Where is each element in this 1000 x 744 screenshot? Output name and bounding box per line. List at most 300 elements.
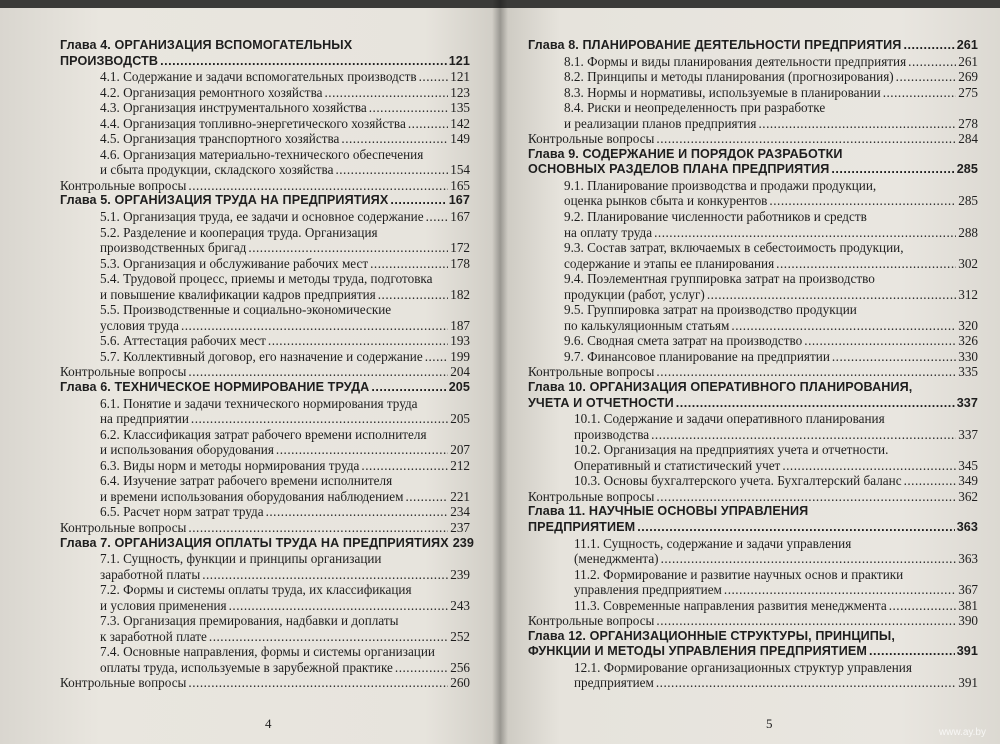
toc-dot-leader — [776, 256, 956, 272]
toc-line — [574, 551, 978, 567]
toc-entry-title: 9.7. Финансовое планирование на предприятии — [564, 348, 830, 364]
toc-page-number: 243 — [450, 597, 470, 613]
toc-entry-title: Глава 6. ТЕХНИЧЕСКОЕ НОРМИРОВАНИЕ ТРУДА — [60, 380, 370, 395]
toc-line — [60, 364, 470, 380]
toc-chapter-entry — [528, 380, 978, 411]
toc-dot-leader — [202, 567, 448, 583]
toc-line — [100, 613, 470, 629]
right-page — [500, 8, 1000, 744]
toc-section-entry — [60, 349, 470, 365]
toc-dot-leader — [831, 162, 954, 178]
toc-entry-title: 7.1. Сущность, функции и принципы организации — [100, 551, 382, 567]
toc-entry-title: условия труда — [100, 317, 179, 333]
toc-entry-title: 9.5. Группировка затрат на производство продукции — [564, 302, 857, 318]
toc-section-entry — [528, 209, 978, 240]
toc-line — [528, 489, 978, 505]
toc-dot-leader — [889, 598, 957, 614]
toc-entry-title: 8.3. Нормы и нормативы, используемые в планировании — [564, 84, 881, 100]
toc-section-entry — [60, 271, 470, 302]
toc-line — [60, 380, 470, 396]
toc-dot-leader — [903, 38, 954, 54]
toc-line — [100, 349, 470, 365]
toc-page-number: 363 — [958, 551, 978, 567]
toc-page-number: 193 — [450, 333, 470, 349]
toc-page-number: 204 — [450, 364, 470, 380]
toc-line — [564, 100, 978, 116]
toc-line — [564, 333, 978, 349]
toc-line — [100, 333, 470, 349]
toc-entry-title: Контрольные вопросы — [528, 364, 655, 380]
toc-chapter-entry — [528, 629, 978, 660]
toc-line — [564, 69, 978, 85]
toc-entry-title: 5.4. Трудовой процесс, приемы и методы труда, подготовка — [100, 271, 433, 287]
toc-line — [100, 442, 470, 458]
toc-section-entry — [528, 302, 978, 333]
toc-entry-title: 8.2. Принципы и методы планирования (прогнозирования) — [564, 69, 894, 85]
toc-line — [100, 567, 470, 583]
toc-dot-leader — [832, 349, 956, 365]
toc-entry-title: 9.2. Планирование численности работников и средств — [564, 209, 867, 225]
toc-line — [528, 520, 978, 536]
toc-page-number: 312 — [958, 286, 978, 302]
toc-page-number: 207 — [450, 442, 470, 458]
toc-dot-leader — [758, 116, 956, 132]
toc-section-entry — [528, 69, 978, 85]
toc-dot-leader — [369, 100, 448, 116]
toc-entry-title: 4.1. Содержание и задачи вспомогательных производств — [100, 69, 417, 85]
toc-entry-title: 7.4. Основные направления, формы и системы организации — [100, 644, 435, 660]
toc-line — [564, 318, 978, 334]
toc-entry-title: 5.7. Коллективный договор, его назначение и содержание — [100, 348, 423, 364]
toc-page-number: 363 — [956, 519, 978, 534]
toc-dot-leader — [276, 442, 448, 458]
toc-entry-title: 7.2. Формы и системы оплаты труда, их классификация — [100, 582, 412, 598]
toc-entry-title: 6.1. Понятие и задачи технического нормирования труда — [100, 395, 418, 411]
toc-entry-title: УЧЕТА И ОТЧЕТНОСТИ — [528, 395, 674, 410]
toc-line — [100, 287, 470, 303]
toc-line — [564, 302, 978, 318]
toc-dot-leader — [782, 458, 956, 474]
toc-section-entry — [528, 178, 978, 209]
toc-entry-title: 8.4. Риски и неопределенность при разработке — [564, 100, 826, 116]
toc-dot-leader — [869, 644, 955, 660]
toc-page-number: 337 — [958, 426, 978, 442]
toc-line — [574, 660, 978, 676]
toc-page-number: 288 — [958, 224, 978, 240]
toc-line — [528, 380, 978, 396]
toc-section-entry — [60, 458, 470, 474]
toc-dot-leader — [419, 69, 449, 85]
toc-page-number: 390 — [958, 613, 978, 629]
toc-entry-title: 6.5. Расчет норм затрат труда — [100, 504, 264, 520]
toc-entry-title: 10.1. Содержание и задачи оперативного планирования — [574, 411, 885, 427]
toc-line — [528, 396, 978, 412]
toc-line — [100, 473, 470, 489]
toc-review-questions-entry — [60, 520, 470, 536]
toc-dot-leader — [904, 473, 957, 489]
toc-left — [60, 38, 475, 691]
toc-entry-title: Контрольные вопросы — [60, 364, 187, 380]
toc-line — [100, 458, 470, 474]
toc-page-number: 154 — [450, 162, 470, 178]
toc-section-entry — [528, 411, 978, 442]
toc-line — [100, 489, 470, 505]
toc-entry-title: оценка рынков сбыта и конкурентов — [564, 193, 768, 209]
toc-entry-title: и использования оборудования — [100, 442, 274, 458]
toc-section-entry — [60, 85, 470, 101]
toc-dot-leader — [371, 380, 446, 396]
toc-section-entry — [60, 427, 470, 458]
toc-page-number: 221 — [450, 488, 470, 504]
toc-dot-leader — [654, 225, 956, 241]
page-number-left: 4 — [265, 716, 272, 731]
toc-entry-title: Глава 9. СОДЕРЖАНИЕ И ПОРЯДОК РАЗРАБОТКИ — [528, 146, 843, 161]
toc-dot-leader — [769, 193, 956, 209]
toc-entry-title: Глава 8. ПЛАНИРОВАНИЕ ДЕЯТЕЛЬНОСТИ ПРЕДПРИЯТИЯ — [528, 38, 902, 52]
toc-page-number: 391 — [958, 675, 978, 691]
toc-section-entry — [528, 442, 978, 473]
toc-section-entry — [60, 396, 470, 427]
toc-line — [60, 38, 470, 54]
toc-dot-leader — [370, 256, 448, 272]
toc-chapter-entry — [60, 535, 475, 552]
toc-entry-title: 11.1. Сущность, содержание и задачи управления — [574, 535, 852, 551]
toc-page-number: 239 — [452, 535, 475, 550]
toc-entry-title: 5.3. Организация и обслуживание рабочих мест — [100, 255, 369, 271]
toc-page-number: 284 — [958, 131, 978, 147]
toc-line — [574, 473, 978, 489]
toc-page-number: 256 — [450, 659, 470, 675]
toc-entry-title: 4.2. Организация ремонтного хозяйства — [100, 84, 323, 100]
toc-line — [564, 287, 978, 303]
toc-entry-title: Контрольные вопросы — [528, 131, 655, 147]
toc-line — [100, 660, 470, 676]
toc-dot-leader — [724, 582, 956, 598]
toc-dot-leader — [896, 69, 957, 85]
toc-dot-leader — [188, 675, 448, 691]
toc-section-entry — [528, 271, 978, 302]
toc-entry-title: и времени использования оборудования наблюдением — [100, 488, 404, 504]
toc-line — [528, 644, 978, 660]
toc-section-entry — [528, 349, 978, 365]
toc-entry-title: 9.4. Поэлементная группировка затрат на производство — [564, 271, 875, 287]
toc-line — [564, 349, 978, 365]
toc-section-entry — [60, 504, 470, 520]
toc-dot-leader — [656, 131, 956, 147]
toc-entry-title: 11.3. Современные направления развития менеджмента — [574, 597, 887, 613]
toc-line — [60, 535, 475, 552]
toc-review-questions-entry — [528, 613, 978, 629]
toc-entry-title: ПРЕДПРИЯТИЕМ — [528, 519, 636, 534]
toc-section-entry — [60, 582, 470, 613]
toc-entry-title: на оплату труда — [564, 224, 653, 240]
toc-page-number: 367 — [958, 582, 978, 598]
toc-review-questions-entry — [528, 131, 978, 147]
toc-line — [100, 598, 470, 614]
toc-review-questions-entry — [60, 364, 470, 380]
toc-line — [100, 240, 470, 256]
toc-page-number: 167 — [448, 193, 470, 208]
toc-dot-leader — [361, 458, 448, 474]
toc-entry-title: на предприятии — [100, 411, 189, 427]
toc-line — [100, 396, 470, 412]
toc-section-entry — [60, 473, 470, 504]
toc-line — [564, 85, 978, 101]
toc-entry-title: 4.3. Организация инструментального хозяйства — [100, 100, 367, 116]
toc-line — [564, 225, 978, 241]
toc-page-number: 345 — [958, 457, 978, 473]
toc-entry-title: 5.5. Производственные и социально-экономические — [100, 302, 392, 318]
toc-dot-leader — [651, 427, 956, 443]
toc-page-number: 142 — [450, 115, 470, 131]
toc-entry-title: 11.2. Формирование и развитие научных основ и практики — [574, 566, 904, 582]
toc-page-number: 260 — [450, 675, 470, 691]
toc-line — [100, 271, 470, 287]
toc-dot-leader — [268, 333, 448, 349]
toc-page-number: 167 — [450, 209, 470, 225]
toc-page-number: 320 — [958, 317, 978, 333]
toc-entry-title: 8.1. Формы и виды планирования деятельности предприятия — [564, 53, 907, 69]
toc-dot-leader — [656, 364, 956, 380]
toc-dot-leader — [191, 411, 448, 427]
toc-dot-leader — [188, 178, 448, 194]
toc-page-number: 121 — [450, 69, 470, 85]
toc-page-number: 261 — [958, 53, 978, 69]
toc-line — [564, 256, 978, 272]
toc-line — [574, 536, 978, 552]
toc-page-number: 326 — [958, 333, 978, 349]
toc-page-number: 381 — [958, 597, 978, 613]
toc-entry-title: и сбыта продукции, складского хозяйства — [100, 162, 334, 178]
toc-entry-title: 6.4. Изучение затрат рабочего времени исполнителя — [100, 473, 393, 489]
toc-line — [100, 427, 470, 443]
toc-section-entry — [528, 85, 978, 101]
toc-entry-title: Глава 4. ОРГАНИЗАЦИЯ ВСПОМОГАТЕЛЬНЫХ — [60, 38, 353, 52]
toc-dot-leader — [661, 551, 957, 567]
toc-line — [574, 675, 978, 691]
toc-page-number: 278 — [958, 115, 978, 131]
toc-line — [100, 256, 470, 272]
toc-entry-title: управления предприятием — [574, 582, 722, 598]
toc-entry-title: 5.6. Аттестация рабочих мест — [100, 333, 266, 349]
page-number-right: 5 — [766, 716, 773, 731]
toc-dot-leader — [676, 396, 955, 412]
toc-section-entry — [60, 302, 470, 333]
toc-entry-title: содержание и этапы ее планирования — [564, 255, 775, 271]
toc-dot-leader — [656, 675, 956, 691]
toc-line — [574, 442, 978, 458]
toc-line — [564, 54, 978, 70]
toc-line — [528, 629, 978, 645]
toc-dot-leader — [656, 613, 956, 629]
toc-entry-title: оплаты труда, используемые в зарубежной практике — [100, 659, 393, 675]
toc-page-number: 234 — [450, 504, 470, 520]
toc-dot-leader — [395, 660, 448, 676]
toc-section-entry — [60, 100, 470, 116]
toc-chapter-entry — [60, 193, 470, 209]
toc-line — [100, 582, 470, 598]
toc-section-entry — [60, 147, 470, 178]
toc-page-number: 302 — [958, 255, 978, 271]
toc-line — [564, 240, 978, 256]
toc-dot-leader — [707, 287, 956, 303]
toc-section-entry — [60, 256, 470, 272]
toc-entry-title: и реализации планов предприятия — [564, 115, 757, 131]
toc-entry-title: 4.5. Организация транспортного хозяйства — [100, 131, 340, 147]
toc-section-entry — [528, 333, 978, 349]
toc-entry-title: Контрольные вопросы — [60, 675, 187, 691]
toc-line — [60, 675, 470, 691]
toc-review-questions-entry — [528, 489, 978, 505]
toc-page-number: 391 — [956, 644, 978, 659]
toc-entry-title: Глава 10. ОРГАНИЗАЦИЯ ОПЕРАТИВНОГО ПЛАНИРОВАНИЯ, — [528, 380, 913, 395]
toc-page-number: 261 — [956, 38, 978, 52]
book-gutter — [492, 0, 508, 744]
toc-entry-title: предприятием — [574, 675, 654, 691]
toc-section-entry — [528, 54, 978, 70]
toc-entry-title: продукции (работ, услуг) — [564, 286, 705, 302]
toc-page-number: 178 — [450, 255, 470, 271]
toc-chapter-entry — [528, 504, 978, 535]
toc-dot-leader — [209, 629, 448, 645]
toc-line — [100, 69, 470, 85]
watermark: www.ay.by — [938, 727, 986, 738]
toc-entry-title: 6.2. Классификация затрат рабочего времени исполнителя — [100, 426, 427, 442]
toc-line — [528, 504, 978, 520]
toc-dot-leader — [341, 131, 448, 147]
toc-entry-title: по калькуляционным статьям — [564, 317, 730, 333]
toc-dot-leader — [390, 193, 446, 209]
toc-dot-leader — [188, 364, 448, 380]
toc-dot-leader — [378, 287, 448, 303]
toc-line — [574, 458, 978, 474]
toc-line — [564, 271, 978, 287]
toc-line — [564, 209, 978, 225]
toc-entry-title: Глава 11. НАУЧНЫЕ ОСНОВЫ УПРАВЛЕНИЯ — [528, 504, 809, 519]
toc-chapter-entry — [60, 38, 470, 69]
toc-chapter-entry — [528, 147, 978, 178]
toc-section-entry — [60, 209, 470, 225]
toc-entry-title: ОСНОВНЫХ РАЗДЕЛОВ ПЛАНА ПРЕДПРИЯТИЯ — [528, 162, 830, 177]
toc-line — [100, 551, 470, 567]
toc-section-entry — [528, 240, 978, 271]
toc-entry-title: Глава 5. ОРГАНИЗАЦИЯ ТРУДА НА ПРЕДПРИЯТИЯХ — [60, 193, 389, 208]
toc-line — [100, 85, 470, 101]
toc-page-number: 182 — [450, 286, 470, 302]
toc-page-number: 285 — [958, 193, 978, 209]
toc-entry-title: 10.2. Организация на предприятиях учета и отчетности. — [574, 442, 889, 458]
toc-page-number: 362 — [958, 488, 978, 504]
toc-page-number: 121 — [448, 53, 470, 68]
toc-page-number: 135 — [450, 100, 470, 116]
toc-page-number: 239 — [450, 566, 470, 582]
toc-entry-title: и условия применения — [100, 597, 227, 613]
toc-entry-title: Глава 12. ОРГАНИЗАЦИОННЫЕ СТРУКТУРЫ, ПРИНЦИПЫ, — [528, 628, 895, 643]
toc-line — [574, 598, 978, 614]
toc-section-entry — [60, 69, 470, 85]
toc-section-entry — [60, 333, 470, 349]
toc-entry-title: производственных бригад — [100, 240, 247, 256]
toc-line — [60, 520, 470, 536]
toc-entry-title: Контрольные вопросы — [528, 488, 655, 504]
toc-chapter-entry — [60, 380, 470, 396]
toc-right — [528, 38, 978, 691]
toc-line — [528, 613, 978, 629]
toc-page-number: 212 — [450, 457, 470, 473]
toc-entry-title: ФУНКЦИИ И МЕТОДЫ УПРАВЛЕНИЯ ПРЕДПРИЯТИЕМ — [528, 644, 867, 659]
toc-dot-leader — [425, 349, 449, 365]
toc-line — [528, 38, 978, 54]
toc-entry-title: 12.1. Формирование организационных структур управления — [574, 659, 912, 675]
toc-entry-title: Контрольные вопросы — [528, 613, 655, 629]
toc-dot-leader — [324, 85, 448, 101]
toc-entry-title: 5.2. Разделение и кооперация труда. Организация — [100, 224, 378, 240]
toc-dot-leader — [266, 504, 449, 520]
toc-dot-leader — [181, 318, 448, 334]
toc-dot-leader — [188, 520, 448, 536]
toc-line — [100, 162, 470, 178]
toc-dot-leader — [908, 54, 956, 70]
toc-entry-title: 5.1. Организация труда, ее задачи и основное содержание — [100, 209, 424, 225]
toc-line — [574, 582, 978, 598]
toc-line — [100, 302, 470, 318]
toc-line — [528, 147, 978, 163]
toc-entry-title: 6.3. Виды норм и методы нормирования труда — [100, 457, 360, 473]
toc-line — [528, 131, 978, 147]
toc-line — [100, 116, 470, 132]
toc-page-number: 252 — [450, 628, 470, 644]
toc-page-number: 149 — [450, 131, 470, 147]
toc-line — [100, 644, 470, 660]
toc-entry-title: Контрольные вопросы — [60, 519, 187, 535]
toc-page-number: 187 — [450, 317, 470, 333]
toc-entry-title: заработной платы — [100, 566, 201, 582]
toc-chapter-entry — [528, 38, 978, 54]
toc-page-number: 165 — [450, 177, 470, 193]
toc-line — [60, 54, 470, 70]
toc-entry-title: (менеджмента) — [574, 551, 659, 567]
toc-line — [574, 567, 978, 583]
toc-entry-title: 9.3. Состав затрат, включаемых в себестоимость продукции, — [564, 240, 904, 256]
toc-line — [574, 411, 978, 427]
toc-page-number: 205 — [450, 411, 470, 427]
toc-page-number: 337 — [956, 395, 978, 410]
toc-line — [100, 318, 470, 334]
toc-section-entry — [60, 644, 470, 675]
toc-line — [100, 209, 470, 225]
toc-dot-leader — [426, 209, 449, 225]
toc-page-number: 123 — [450, 84, 470, 100]
toc-entry-title: Контрольные вопросы — [60, 177, 187, 193]
toc-dot-leader — [408, 116, 448, 132]
toc-page-number: 237 — [450, 519, 470, 535]
toc-line — [564, 116, 978, 132]
toc-line — [100, 411, 470, 427]
toc-dot-leader — [405, 489, 448, 505]
toc-dot-leader — [883, 85, 957, 101]
toc-dot-leader — [656, 489, 956, 505]
toc-dot-leader — [335, 162, 448, 178]
toc-entry-title: 9.1. Планирование производства и продажи продукции, — [564, 177, 877, 193]
toc-entry-title: Глава 7. ОРГАНИЗАЦИЯ ОПЛАТЫ ТРУДА НА ПРЕДПРИЯТИЯХ — [60, 535, 449, 550]
toc-section-entry — [528, 100, 978, 131]
toc-dot-leader — [160, 54, 447, 70]
toc-page-number: 285 — [956, 162, 978, 177]
toc-line — [100, 100, 470, 116]
toc-page-number: 205 — [448, 380, 470, 395]
toc-page-number: 172 — [450, 240, 470, 256]
toc-line — [60, 178, 470, 194]
